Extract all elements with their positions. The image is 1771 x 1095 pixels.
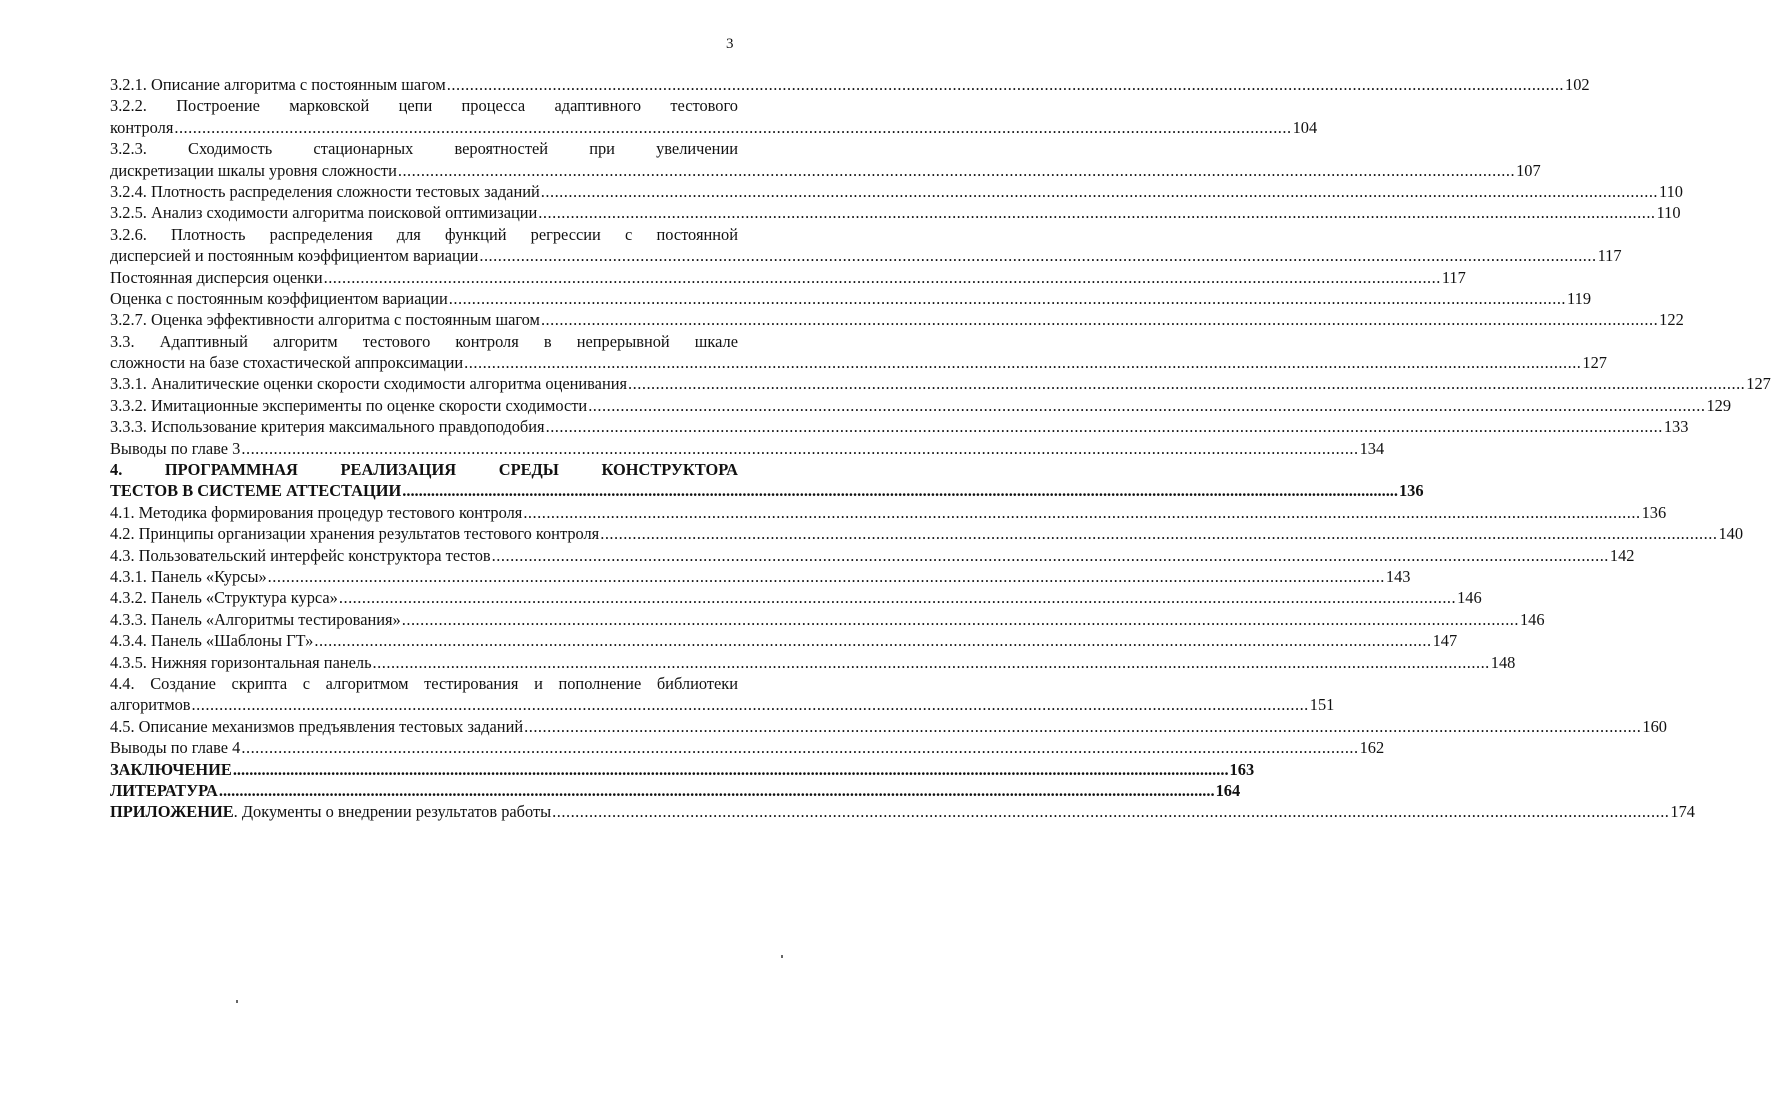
toc-entry-title-line1: 4.4. Создание скрипта с алгоритмом тестирования и пополнение библиотеки — [110, 673, 738, 693]
dot-leader — [373, 652, 1490, 673]
toc-entry-title-line1: 3.2.2. Построение марковской цепи процесса адаптивного тестового — [110, 96, 738, 116]
dot-leader — [398, 160, 1515, 181]
dot-leader — [524, 716, 1641, 737]
toc-entry-page: 110 — [1659, 181, 1683, 201]
scan-speck — [236, 1000, 238, 1003]
dot-leader — [541, 309, 1658, 330]
toc-entry-appendix[interactable] — [110, 801, 1695, 822]
dot-leader — [219, 780, 1215, 801]
toc-entry-3-2-5[interactable] — [110, 202, 1681, 223]
toc-entry-title-line1: 3.2.6. Плотность распределения для функций регрессии с постоянной — [110, 224, 738, 244]
toc-entry-4-3[interactable] — [110, 545, 1635, 566]
toc-entry-title-line2: дискретизации шкалы уровня сложности — [110, 160, 397, 180]
toc-entry-4-3-4[interactable] — [110, 630, 1458, 651]
toc-entry-page: 142 — [1609, 545, 1635, 565]
toc-entry-page: 127 — [1582, 353, 1607, 373]
dot-leader — [492, 545, 1609, 566]
toc-entry-title: ЛИТЕРАТУРА — [110, 780, 218, 800]
toc-entry-page: 151 — [1309, 695, 1335, 715]
toc-entry-page: 164 — [1215, 780, 1241, 800]
toc-entry-title: 4.2. Принципы организации хранения результатов тестового контроля — [110, 524, 600, 544]
toc-entry-title: 3.2.7. Оценка эффективности алгоритма с постоянным шагом — [110, 310, 540, 330]
toc-entry-page: 122 — [1659, 310, 1684, 330]
toc-entry-title-line2: сложности на базе стохастической аппроксимации — [110, 353, 464, 373]
table-of-contents — [110, 74, 1771, 823]
toc-entry-title-line2: алгоритмов — [110, 695, 191, 715]
toc-entry-title-line1: 3.2.3. Сходимость стационарных вероятностей при увеличении — [110, 139, 738, 159]
toc-entry-page: 148 — [1490, 652, 1516, 672]
dot-leader — [523, 502, 1640, 523]
toc-entry-page: 146 — [1519, 609, 1545, 629]
scan-speck — [781, 955, 783, 958]
toc-entry-title: Выводы по главе 3 — [110, 438, 241, 458]
toc-entry-conclusions-ch3[interactable] — [110, 438, 1385, 459]
dot-leader — [541, 181, 1658, 202]
toc-entry-title: ЗАКЛЮЧЕНИЕ — [110, 759, 232, 779]
dot-leader — [268, 566, 1385, 587]
toc-entry-constant-variance[interactable] — [110, 267, 1466, 288]
toc-entry-page: 136 — [1398, 481, 1424, 501]
toc-entry-title: 3.2.1. Описание алгоритма с постоянным шагом — [110, 75, 446, 94]
toc-entry-chapter-4[interactable] — [110, 459, 1424, 502]
toc-entry-title-line2: дисперсией и постоянным коэффициентом вариации — [110, 246, 479, 266]
appendix-heading: ПРИЛОЖЕНИЕ — [110, 802, 234, 822]
toc-entry-title: 4.3.3. Панель «Алгоритмы тестирования» — [110, 609, 401, 629]
toc-entry-page: 147 — [1432, 631, 1458, 651]
toc-entry-title-line2: контроля — [110, 117, 174, 137]
toc-entry-title-line1: 3.3. Адаптивный алгоритм тестового контроля в непрерывной шкале — [110, 331, 738, 351]
toc-entry-page: 129 — [1706, 395, 1732, 415]
toc-entry-page: 162 — [1359, 738, 1385, 758]
toc-entry-page: 117 — [1597, 246, 1622, 266]
toc-entry-title: 4.3.2. Панель «Структура курса» — [110, 588, 338, 608]
dot-leader — [192, 694, 1309, 715]
toc-entry-page: 119 — [1567, 288, 1592, 308]
dot-leader — [339, 587, 1456, 608]
toc-entry-page: 134 — [1359, 438, 1385, 458]
toc-entry-4-4[interactable] — [110, 673, 1335, 716]
dot-leader — [449, 288, 1566, 309]
toc-entry-literature[interactable] — [110, 780, 1241, 801]
toc-entry-3-2-7[interactable] — [110, 309, 1684, 330]
toc-entry-4-1[interactable] — [110, 502, 1667, 523]
appendix-description: . Документы о внедрении результатов работы — [233, 802, 552, 822]
toc-entry-3-2-1[interactable] — [110, 74, 1590, 95]
toc-entry-page: 107 — [1516, 160, 1541, 180]
toc-entry-page: 102 — [1565, 75, 1590, 94]
toc-entry-page: 127 — [1746, 374, 1771, 394]
dot-leader — [174, 117, 1291, 138]
toc-entry-title: 4.3. Пользовательский интерфейс конструктора тестов — [110, 545, 491, 565]
dot-leader — [628, 373, 1745, 394]
toc-entry-4-2[interactable] — [110, 523, 1744, 544]
toc-entry-page: 140 — [1718, 524, 1744, 544]
toc-entry-title: 4.5. Описание механизмов предъявления тестовых заданий — [110, 716, 524, 736]
toc-entry-page: 174 — [1670, 802, 1695, 822]
dot-leader — [241, 438, 1358, 459]
toc-entry-title-line1: 4. ПРОГРАММНАЯ РЕАЛИЗАЦИЯ СРЕДЫ КОНСТРУКТОРА — [110, 460, 738, 480]
dot-leader — [464, 352, 1581, 373]
toc-entry-title: 3.2.5. Анализ сходимости алгоритма поисковой оптимизации — [110, 203, 538, 223]
toc-entry-page: 136 — [1641, 502, 1667, 522]
toc-entry-4-3-1[interactable] — [110, 566, 1411, 587]
toc-entry-title-line2: ТЕСТОВ В СИСТЕМЕ АТТЕСТАЦИИ — [110, 481, 402, 501]
toc-entry-4-3-2[interactable] — [110, 587, 1482, 608]
toc-entry-title: 4.3.4. Панель «Шаблоны ГТ» — [110, 631, 314, 651]
toc-entry-conclusions-ch4[interactable] — [110, 737, 1385, 758]
toc-entry-page: 110 — [1656, 203, 1681, 223]
toc-entry-title: 3.2.4. Плотность распределения сложности тестовых заданий — [110, 181, 540, 201]
toc-entry-conclusion[interactable] — [110, 759, 1255, 780]
toc-entry-page: 133 — [1663, 417, 1689, 437]
toc-entry-page: 104 — [1292, 117, 1318, 137]
toc-entry-3-3[interactable] — [110, 331, 1607, 374]
toc-entry-3-3-1[interactable] — [110, 373, 1771, 394]
toc-entry-3-2-6[interactable] — [110, 224, 1622, 267]
dot-leader — [402, 480, 1398, 501]
dot-leader — [538, 202, 1655, 223]
toc-entry-4-5[interactable] — [110, 716, 1667, 737]
toc-entry-3-2-3[interactable] — [110, 138, 1541, 181]
toc-entry-title: 3.3.3. Использование критерия максимального правдоподобия — [110, 417, 545, 437]
toc-entry-title: Оценка с постоянным коэффициентом вариации — [110, 288, 448, 308]
dot-leader — [402, 609, 1519, 630]
toc-entry-page: 146 — [1457, 588, 1482, 608]
toc-entry-title: 4.3.5. Нижняя горизонтальная панель — [110, 652, 372, 672]
dot-leader — [552, 801, 1669, 822]
toc-entry-4-3-3[interactable] — [110, 609, 1545, 630]
toc-entry-page: 117 — [1441, 267, 1466, 287]
toc-entry-title: Постоянная дисперсия оценки — [110, 267, 323, 287]
toc-entry-title: 3.3.1. Аналитические оценки скорости сходимости алгоритма оценивания — [110, 374, 628, 394]
dot-leader — [600, 523, 1717, 544]
toc-entry-page: 160 — [1642, 716, 1667, 736]
toc-entry-constant-cv[interactable] — [110, 288, 1592, 309]
toc-entry-page: 163 — [1229, 759, 1255, 779]
toc-entry-title — [110, 801, 551, 822]
dot-leader — [588, 395, 1705, 416]
dot-leader — [479, 245, 1596, 266]
toc-entry-title: Выводы по главе 4 — [110, 738, 241, 758]
dot-leader — [233, 759, 1229, 780]
toc-entry-3-2-2[interactable] — [110, 95, 1318, 138]
toc-entry-title: 4.3.1. Панель «Курсы» — [110, 566, 267, 586]
toc-entry-4-3-5[interactable] — [110, 652, 1516, 673]
toc-entry-page: 143 — [1385, 566, 1411, 586]
dot-leader — [324, 267, 1441, 288]
page-number: 3 — [726, 36, 734, 52]
toc-entry-title: 4.1. Методика формирования процедур тестового контроля — [110, 502, 523, 522]
toc-entry-3-2-4[interactable] — [110, 181, 1683, 202]
toc-entry-3-3-3[interactable] — [110, 416, 1689, 437]
toc-entry-3-3-2[interactable] — [110, 395, 1732, 416]
toc-entry-title: 3.3.2. Имитационные эксперименты по оценке скорости сходимости — [110, 395, 588, 415]
dot-leader — [546, 416, 1663, 437]
dot-leader — [447, 74, 1564, 95]
dot-leader — [241, 737, 1358, 758]
dot-leader — [314, 630, 1431, 651]
